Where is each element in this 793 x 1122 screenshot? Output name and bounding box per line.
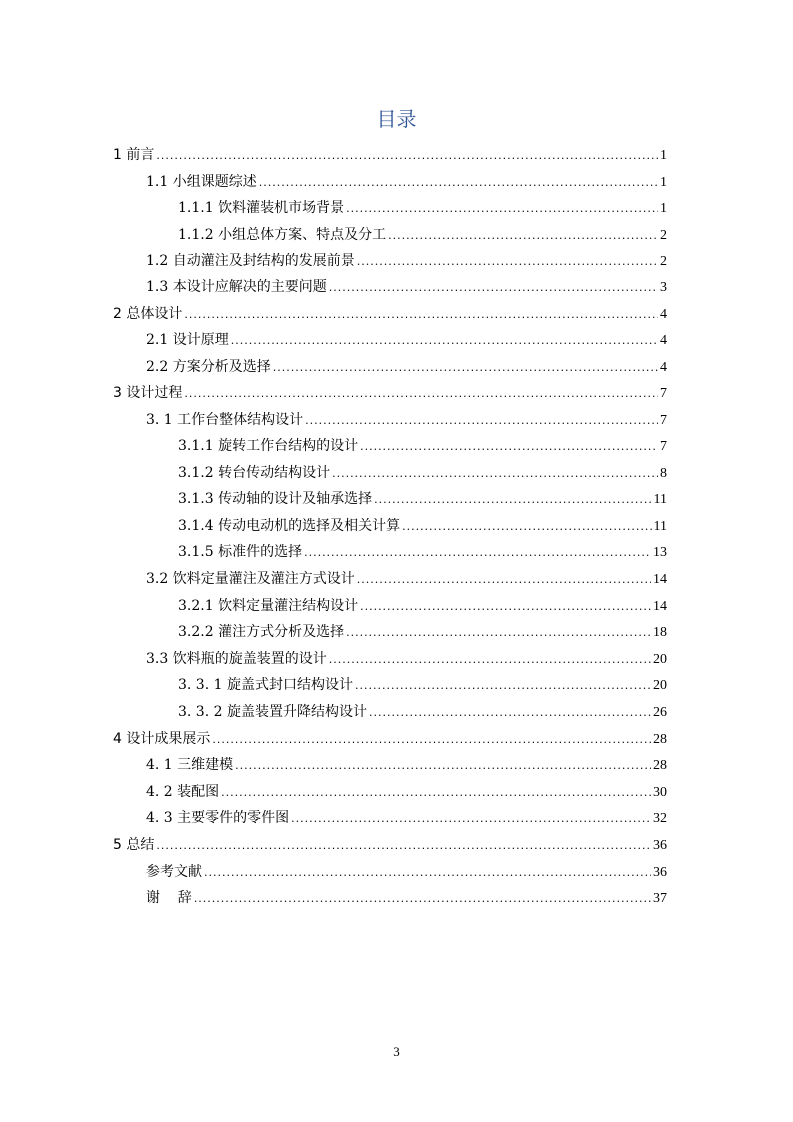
toc-entry[interactable] <box>178 542 667 562</box>
toc-entry-page: 7 <box>660 386 667 401</box>
toc-entry-page: 37 <box>653 891 667 906</box>
toc-entry[interactable] <box>146 277 667 297</box>
toc-leader-dots <box>304 543 651 563</box>
toc-entry-page: 36 <box>653 838 667 853</box>
toc-leader-dots <box>329 650 651 670</box>
toc-entry[interactable] <box>178 436 667 456</box>
toc-entry-page: 13 <box>653 545 667 560</box>
toc-entry[interactable] <box>146 649 667 669</box>
toc-entry-page: 1 <box>660 201 667 216</box>
toc-entry-label: 4. 3 主要零件的零件图 <box>146 810 290 826</box>
toc-entry[interactable] <box>146 755 667 775</box>
toc-leader-dots <box>291 809 651 829</box>
toc-entry-label: 3. 3. 1 旋盖式封口结构设计 <box>178 677 353 693</box>
toc-entry-label: 3. 3. 2 旋盖装置升降结构设计 <box>178 704 367 720</box>
toc-entry[interactable] <box>178 225 667 245</box>
toc-entry-page: 2 <box>660 228 667 243</box>
toc-leader-dots <box>156 836 651 856</box>
toc-entry[interactable] <box>113 383 667 403</box>
toc-entry-label: 3.2.2 灌注方式分析及选择 <box>178 624 345 640</box>
toc-entry-page: 20 <box>653 678 667 693</box>
toc-entry-page: 14 <box>653 572 667 587</box>
toc-entry[interactable] <box>113 145 667 165</box>
toc-entry-label: 2.2 方案分析及选择 <box>146 359 271 375</box>
toc-leader-dots <box>332 464 658 484</box>
toc-entry[interactable] <box>178 596 667 616</box>
toc-leader-dots <box>346 623 651 643</box>
toc-entry-page: 11 <box>653 492 667 507</box>
toc-leader-dots <box>402 517 651 537</box>
toc-entry-page: 28 <box>653 758 667 773</box>
toc-entry-label: 5 总结 <box>113 837 155 853</box>
toc-entry[interactable] <box>146 808 667 828</box>
toc-entry[interactable] <box>178 489 667 509</box>
toc-entry[interactable] <box>178 622 667 642</box>
toc-entry-page: 30 <box>653 785 667 800</box>
toc-leader-dots <box>388 226 658 246</box>
toc-entry-page: 18 <box>653 625 667 640</box>
toc-entry[interactable] <box>146 410 667 430</box>
toc-leader-dots <box>329 278 658 298</box>
toc-entry-page: 8 <box>660 466 667 481</box>
toc-entry-page: 4 <box>660 307 667 322</box>
toc-leader-dots <box>156 146 658 166</box>
toc-leader-dots <box>231 331 658 351</box>
toc-entry-label: 3.3 饮料瓶的旋盖装置的设计 <box>146 651 327 667</box>
toc-entry-label: 3.1.3 传动轴的设计及轴承选择 <box>178 491 373 507</box>
toc-leader-dots <box>259 173 658 193</box>
toc-entry-label: 4 设计成果展示 <box>113 731 211 747</box>
toc-leader-dots <box>374 490 651 510</box>
toc-entry-label: 3.1.4 传动电动机的选择及相关计算 <box>178 518 401 534</box>
toc-leader-dots <box>273 358 658 378</box>
toc-entry-label: 1 前言 <box>113 147 155 163</box>
page-title: 目录 <box>376 107 417 131</box>
toc-leader-dots <box>305 411 658 431</box>
toc-leader-dots <box>360 597 651 617</box>
toc-entry-page: 3 <box>660 280 667 295</box>
toc-leader-dots <box>184 384 658 404</box>
toc-entry-label: 3.2 饮料定量灌注及灌注方式设计 <box>146 571 355 587</box>
toc-entry-page: 20 <box>653 652 667 667</box>
toc-entry-page: 7 <box>660 439 667 454</box>
page-number: 3 <box>393 1044 400 1059</box>
toc-entry-label: 4. 2 装配图 <box>146 784 220 800</box>
toc-entry-label: 1.1.2 小组总体方案、特点及分工 <box>178 227 387 243</box>
toc-entry[interactable] <box>146 251 667 271</box>
toc-entry[interactable] <box>113 304 667 324</box>
toc-entry[interactable] <box>113 835 667 855</box>
toc-entry-page: 11 <box>653 519 667 534</box>
toc-leader-dots <box>194 889 651 909</box>
toc-entry[interactable] <box>113 729 667 749</box>
toc-entry-label: 3.2.1 饮料定量灌注结构设计 <box>178 598 359 614</box>
toc-entry-page: 4 <box>660 333 667 348</box>
toc-entry-label: 参考文献 <box>146 864 202 880</box>
toc-entry-page: 2 <box>660 254 667 269</box>
toc-entry-label: 1.2 自动灌注及封结构的发展前景 <box>146 253 355 269</box>
toc-leader-dots <box>235 756 651 776</box>
toc-leader-dots <box>355 676 651 696</box>
toc-entry-label: 1.1 小组课题综述 <box>146 174 257 190</box>
toc-entry[interactable] <box>178 516 667 536</box>
toc-entry-label: 3 设计过程 <box>113 385 183 401</box>
toc-leader-dots <box>346 199 658 219</box>
toc-entry-label: 1.1.1 饮料灌装机市场背景 <box>178 200 345 216</box>
toc-leader-dots <box>204 863 651 883</box>
toc-entry[interactable] <box>146 569 667 589</box>
toc-entry[interactable] <box>146 330 667 350</box>
toc-entry-label: 3. 1 工作台整体结构设计 <box>146 412 304 428</box>
toc-entry[interactable] <box>146 888 667 908</box>
toc-entry[interactable] <box>178 198 667 218</box>
toc-entry-label: 3.1.5 标准件的选择 <box>178 544 303 560</box>
toc-entry-label: 谢 辞 <box>146 890 192 906</box>
toc-entry-label: 3.1.1 旋转工作台结构的设计 <box>178 438 359 454</box>
toc-entry[interactable] <box>178 463 667 483</box>
toc-leader-dots <box>360 437 658 457</box>
toc-entry-page: 14 <box>653 599 667 614</box>
toc-leader-dots <box>184 305 658 325</box>
toc-entry-label: 1.3 本设计应解决的主要问题 <box>146 279 327 295</box>
toc-entry-page: 32 <box>653 811 667 826</box>
toc-entry-label: 4. 1 三维建模 <box>146 757 234 773</box>
toc-leader-dots <box>369 703 651 723</box>
toc-entry-page: 36 <box>653 865 667 880</box>
toc-entry-page: 1 <box>660 148 667 163</box>
toc-entry-page: 28 <box>653 732 667 747</box>
toc-entry-page: 26 <box>653 705 667 720</box>
toc-entry[interactable] <box>146 862 667 882</box>
toc-entry-page: 1 <box>660 175 667 190</box>
toc-leader-dots <box>221 783 651 803</box>
toc-leader-dots <box>357 570 651 590</box>
toc-entry[interactable] <box>146 357 667 377</box>
toc-entry-label: 2 总体设计 <box>113 306 183 322</box>
toc-entry[interactable] <box>146 172 667 192</box>
toc-entry-page: 7 <box>660 413 667 428</box>
toc-entry-label: 2.1 设计原理 <box>146 332 229 348</box>
toc-leader-dots <box>357 252 658 272</box>
toc-entry[interactable] <box>146 782 667 802</box>
toc-entry-page: 4 <box>660 360 667 375</box>
toc-entry[interactable] <box>178 675 667 695</box>
toc-entry[interactable] <box>178 702 667 722</box>
toc-entry-label: 3.1.2 转台传动结构设计 <box>178 465 331 481</box>
toc-leader-dots <box>212 730 651 750</box>
